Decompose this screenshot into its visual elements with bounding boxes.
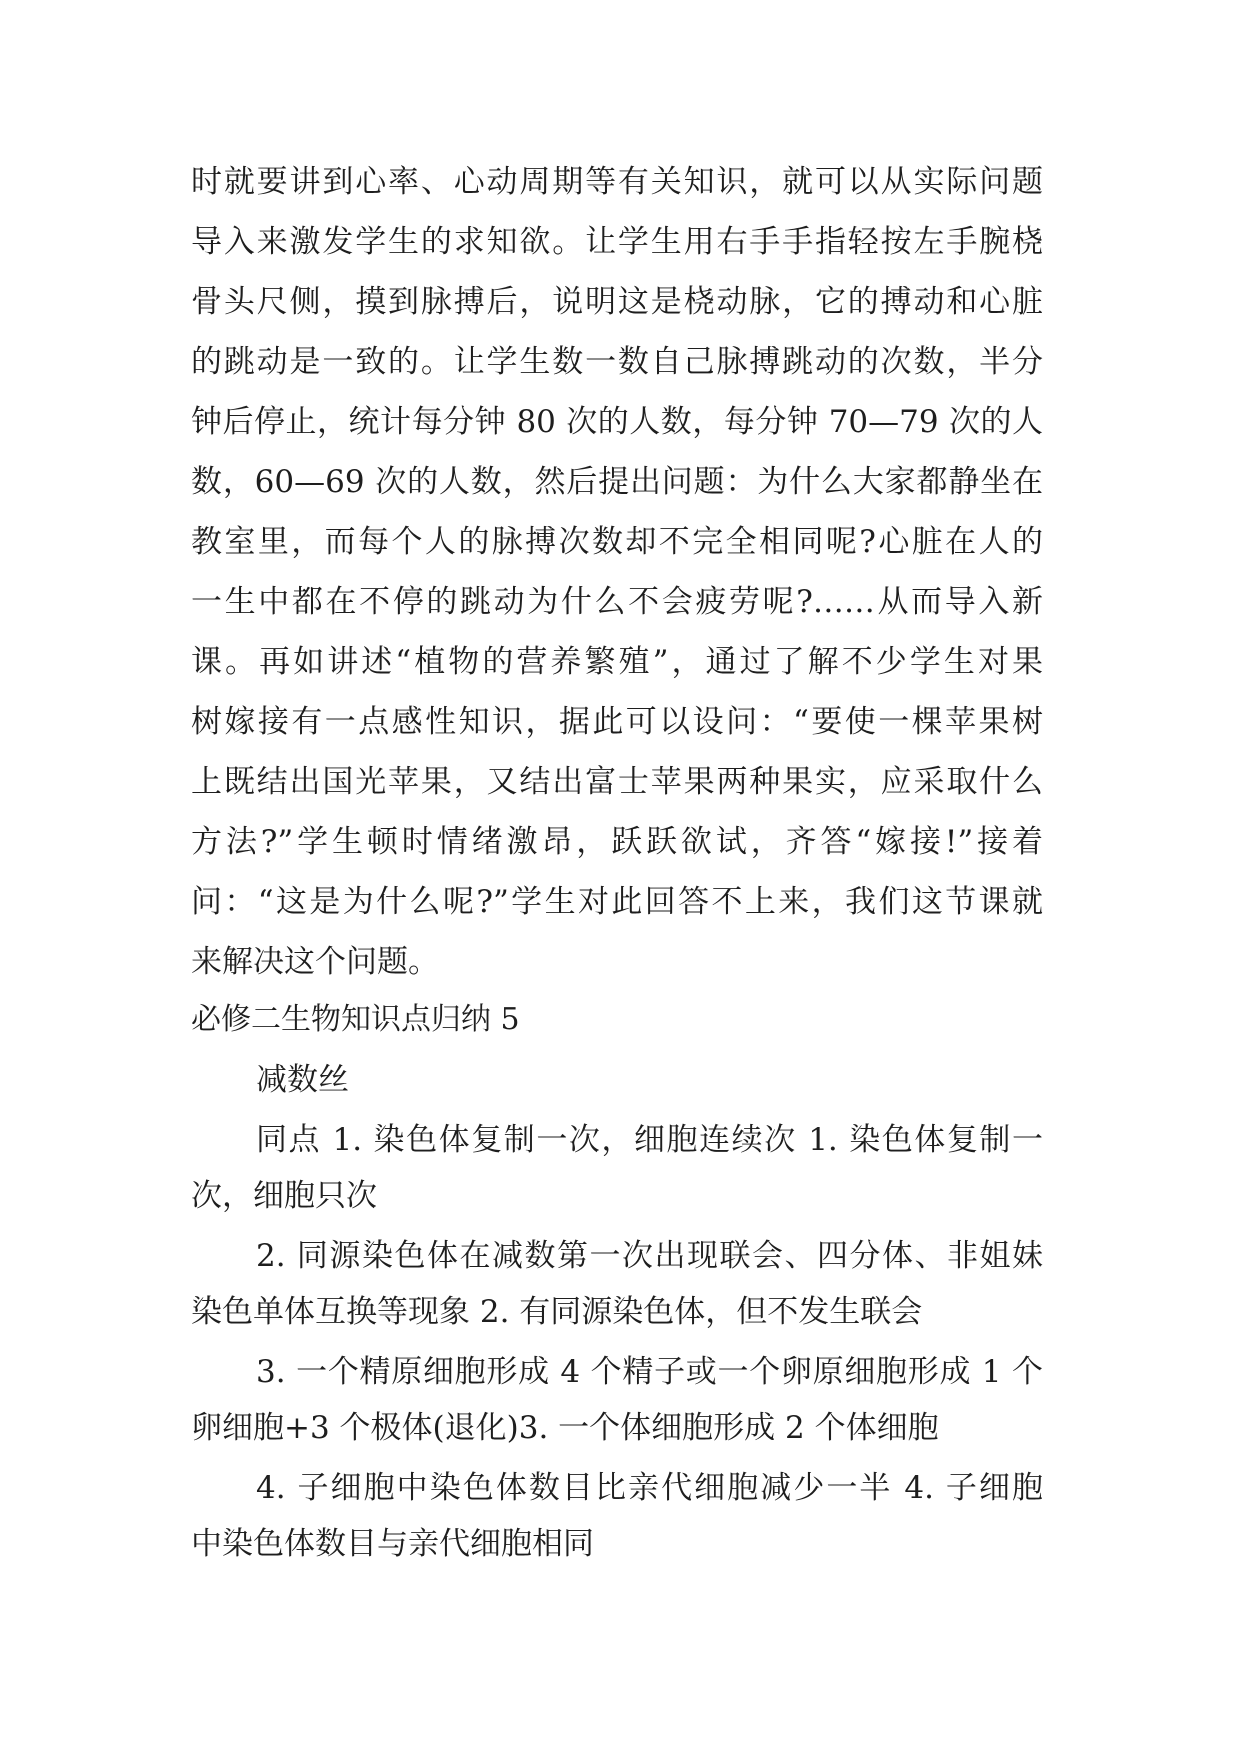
paragraph-line: 骨头尺侧，摸到脉搏后，说明这是桡动脉，它的搏动和心脏 [191,284,1043,320]
comparison-line: 染色单体互换等现象 2. 有同源染色体，但不发生联会 [191,1294,923,1330]
paragraph-line: 问：“这是为什么呢?”学生对此回答不上来，我们这节课就 [191,884,1043,920]
paragraph-line: 课。再如讲述“植物的营养繁殖”，通过了解不少学生对果 [191,644,1043,680]
paragraph-line: 的跳动是一致的。让学生数一数自己脉搏跳动的次数，半分 [191,344,1043,380]
comparison-line: 4. 子细胞中染色体数目比亲代细胞减少一半 4. 子细胞 [256,1470,1043,1506]
comparison-line: 卵细胞+3 个极体(退化)3. 一个体细胞形成 2 个体细胞 [191,1410,939,1446]
paragraph-line: 导入来激发学生的求知欲。让学生用右手手指轻按左手腕桡 [191,224,1043,260]
table-header: 减数丝 [256,1062,349,1098]
paragraph-line: 上既结出国光苹果，又结出富士苹果两种果实，应采取什么 [191,764,1043,800]
paragraph-line: 教室里，而每个人的脉搏次数却不完全相同呢?心脏在人的 [191,524,1043,560]
paragraph-line: 一生中都在不停的跳动为什么不会疲劳呢?……从而导入新 [191,584,1043,620]
paragraph-line: 来解决这个问题。 [191,944,439,980]
paragraph-line: 钟后停止，统计每分钟 80 次的人数，每分钟 70—79 次的人 [191,404,1043,440]
comparison-line: 中染色体数目与亲代细胞相同 [191,1526,594,1562]
comparison-line: 2. 同源染色体在减数第一次出现联会、四分体、非姐妹 [256,1238,1043,1274]
comparison-line: 次，细胞只次 [191,1178,377,1214]
comparison-line: 同点 1. 染色体复制一次，细胞连续次 1. 染色体复制一 [256,1122,1043,1158]
comparison-line: 3. 一个精原细胞形成 4 个精子或一个卵原细胞形成 1 个 [256,1354,1043,1390]
paragraph-line: 树嫁接有一点感性知识，据此可以设问：“要使一棵苹果树 [191,704,1043,740]
paragraph-line: 数，60—69 次的人数，然后提出问题：为什么大家都静坐在 [191,464,1043,500]
section-heading: 必修二生物知识点归纳 5 [191,1002,520,1037]
paragraph-line: 方法?”学生顿时情绪激昂，跃跃欲试，齐答“嫁接!”接着 [191,824,1043,860]
paragraph-line: 时就要讲到心率、心动周期等有关知识，就可以从实际问题 [191,164,1043,200]
